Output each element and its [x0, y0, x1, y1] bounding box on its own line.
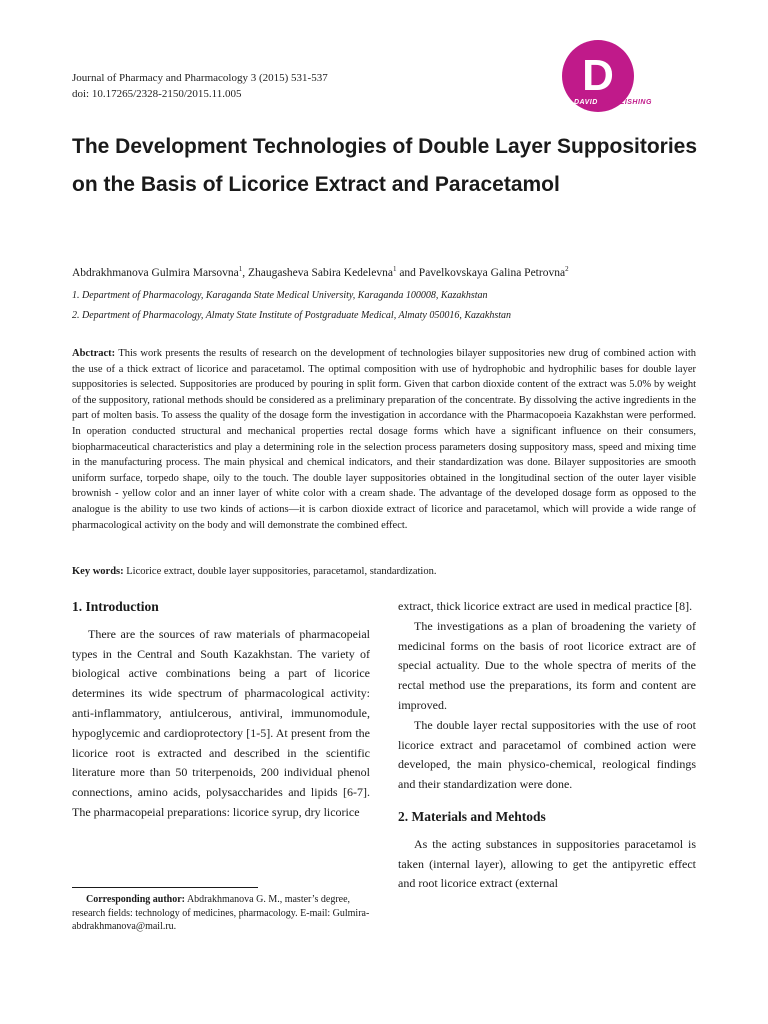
intro-paragraph-1: There are the sources of raw materials of pharmacopeial types in the Central and South Kazakhstan. The variety of biological active combinations being a part of licorice determines its wide spectrum of pharmacological activity: anti-inflammatory, antiulcerous, antiviral, immunomodule, hypoglycemic and cardioprotectory [1-5]. At present from the licorice root is extracted and described in the scientific literature more than 50 triterpenoids, 200 individual phenol connections, amino acids, polysaccharides and lipids [6-7]. The pharmacopeial preparations: licorice syrup, dry licorice [72, 626, 370, 819]
author-3-affil: 2 [565, 265, 569, 273]
logo-word-david: DAVID [574, 99, 598, 106]
logo-word-publishing: PUBLISHING [603, 99, 652, 106]
affiliation-2: 2. Department of Pharmacology, Almaty State Institute of Postgraduate Medical, Almaty 050016, Kazakhstan [72, 310, 512, 321]
author-list [72, 265, 569, 279]
intro-paragraph-3: The double layer rectal suppositories with the use of root licorice extract and paracetamol of combined action were developed, the main physico-chemical, reological findings and their standardization were done. [398, 717, 696, 792]
author-3: Pavelkovskaya Galina Petrovna [418, 266, 566, 279]
keywords-label: Key words: [72, 566, 124, 577]
abstract [72, 346, 696, 533]
methods-paragraph-1: As the acting substances in suppositories paracetamol is taken (internal layer), allowing to get the antipyretic effect and root licorice extract (external [398, 836, 696, 891]
author-1: Abdrakhmanova Gulmira Marsovna [72, 266, 239, 279]
abstract-text: This work presents the results of research on the development of technologies bilayer suppositories new drug of combined action with the use of a thick extract of licorice and paracetamol. The optimal composition with use of hydrophobic and hydrophilic bases for double layer suppositories is selected. Suppositories are produced by pouring in split form. Given that carbon dioxide content of the extract was 5.0% by weight of the suppository, rational methods should be considered as a preliminary preparation of the concentrate. By dissolving the active ingredients in the part of molten basis. To assess the quality of the dosage form the investigation in accordance with the Pharmacopoeia Kazakhstan were performed. In operation conducted structural and mechanical properties rectal dosage forms which have a significant influence on their consumers, biopharmaceutical characteristics and play a determining role in the selection process parameters dosing suppository mass, speed and mixing time in the manufacturing process. The main physical and chemical indicators, and their standardization was done. Bilayer suppositories are smooth uniform surface, torpedo shape, oily to the touch. The double layer suppositories obtained in the longitudinal section of the outer layer visible brownish - yellow color and an inner layer of white color with a cream shade. The advantage of the developed dosage form as opposed to the analogue is the ability to use two kinds of actions—it is carbon dioxide extract of licorice and paracetamol, which will provide a wide range of pharmacological activity on the body and will demonstrate the combined effect. [72, 348, 696, 531]
footnote-divider [72, 887, 258, 888]
footnote [72, 893, 372, 934]
logo-letter: D [582, 51, 614, 100]
abstract-label: Abctract: [72, 348, 116, 359]
author-2: Zhaugasheva Sabira Kedelevna [247, 266, 393, 279]
publisher-logo-icon [560, 38, 700, 118]
left-column [72, 597, 370, 823]
section-heading-methods: 2. Materials and Mehtods [398, 808, 546, 824]
keywords [72, 566, 436, 577]
footnote-label: Corresponding author: [86, 894, 185, 905]
right-column [398, 597, 696, 894]
journal-header [72, 70, 328, 102]
intro-paragraph-2: The investigations as a plan of broadening the variety of medicinal forms on the basis of root licorice extract are of special actuality. Due to the whole spectra of merits of the rectal method use the preparations, its form and content are improved. [398, 618, 696, 712]
affiliation-1: 1. Department of Pharmacology, Karaganda State Medical University, Karaganda 100008, Kazakhstan [72, 290, 488, 301]
footnote-text: Abdrakhmanova G. M., master’s degree, research fields: technology of medicines, pharmacology. E-mail: Gulmira-abdrakhmanova@mail.ru. [72, 894, 370, 932]
author-sep: and [396, 266, 419, 279]
author-sep: , [242, 266, 248, 279]
section-heading-introduction: 1. Introduction [72, 599, 159, 614]
logo-wordmark [574, 99, 652, 106]
keywords-text: Licorice extract, double layer suppositories, paracetamol, standardization. [123, 566, 437, 577]
journal-citation: Journal of Pharmacy and Pharmacology 3 (2015) 531-537 [72, 72, 328, 84]
author-1-affil: 1 [238, 265, 243, 273]
doi: doi: 10.17265/2328-2150/2015.11.005 [72, 88, 242, 100]
paper-title: The Development Technologies of Double Layer Suppositories on the Basis of Licorice Extract and Paracetamol [72, 135, 698, 196]
author-2-affil: 1 [392, 265, 397, 273]
intro-paragraph-1-continued: extract, thick licorice extract are used in medical practice [8]. [398, 599, 693, 613]
publisher-logo [560, 38, 700, 118]
